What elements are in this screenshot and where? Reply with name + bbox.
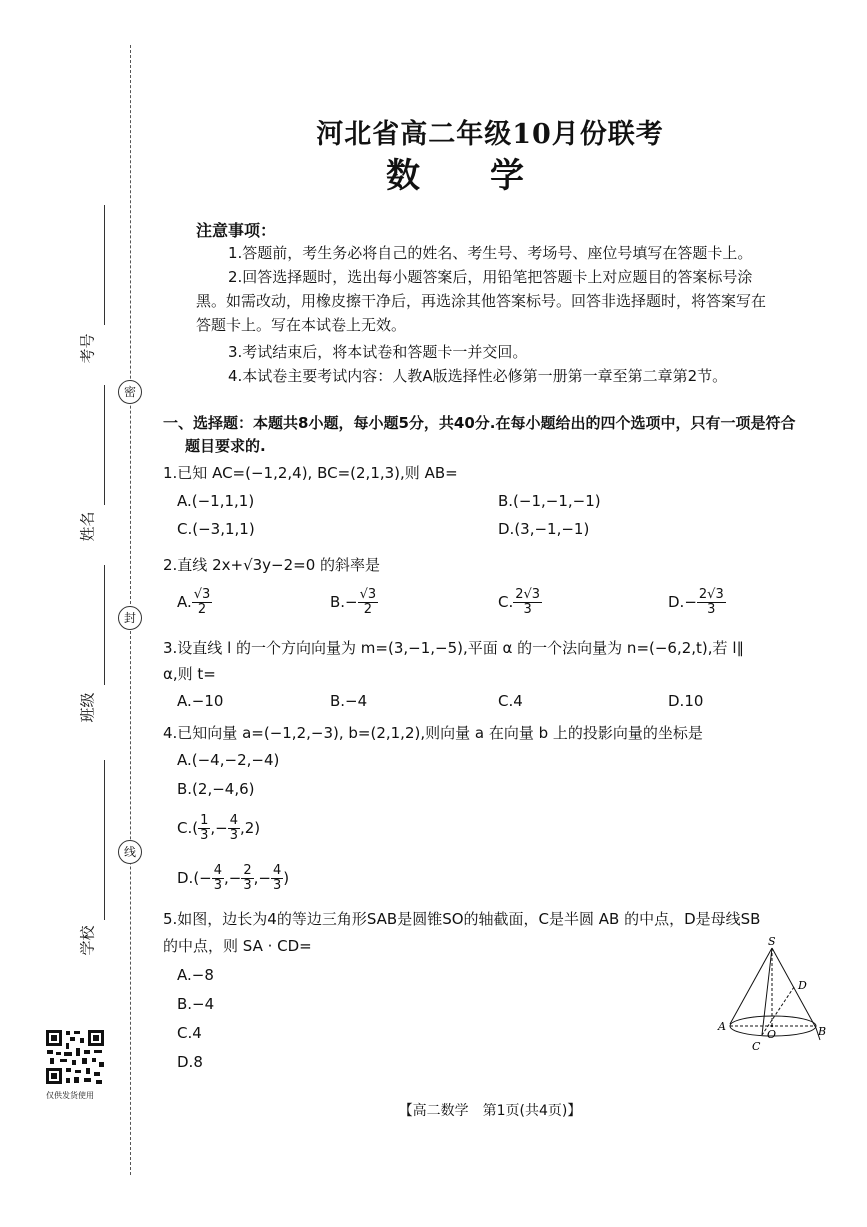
class-label: 班级 — [78, 692, 97, 723]
fraction — [358, 588, 379, 617]
option-label: B.− — [330, 593, 358, 611]
separator: ,− — [253, 869, 271, 887]
question-3-option-c: C.4 — [498, 692, 523, 710]
fraction — [212, 864, 224, 893]
question-3-stem-line-2: α,则 t= — [163, 665, 216, 683]
question-2-stem: 2.直线 2x+√3y−2=0 的斜率是 — [163, 556, 381, 574]
school-label: 学校 — [78, 925, 97, 956]
numerator: 2√3 — [698, 587, 724, 602]
qr-caption: 仅供发货使用 — [46, 1091, 94, 1100]
option-label: A. — [177, 593, 192, 611]
separator: ,− — [210, 819, 228, 837]
label-a: A — [718, 1020, 726, 1033]
numerator: 2√3 — [515, 587, 541, 602]
numerator: 2 — [243, 863, 252, 878]
seal-mark-xian: 线 — [118, 840, 142, 864]
denominator: 3 — [213, 878, 223, 893]
seal-mark-feng: 封 — [118, 606, 142, 630]
question-4-option-c — [177, 814, 260, 843]
denominator: 3 — [273, 878, 282, 893]
label-c: C — [752, 1040, 761, 1053]
question-3-option-d: D.10 — [668, 692, 704, 710]
name-label: 姓名 — [78, 511, 97, 542]
numerator: √3 — [359, 587, 377, 602]
fraction — [271, 864, 283, 893]
question-5-option-b: B.−4 — [177, 995, 215, 1013]
qr-code — [44, 1028, 106, 1086]
option-suffix: ) — [283, 869, 290, 887]
option-prefix: C.( — [177, 819, 199, 837]
denominator: 3 — [243, 878, 252, 893]
note-item-3: 3.考试结束后，将本试卷和答题卡一并交回。 — [228, 343, 528, 361]
numerator: 4 — [213, 863, 223, 878]
exam-title: 河北省高二年级10月份联考 — [316, 119, 664, 150]
note-item-4: 4.本试卷主要考试内容：人教A版选择性必修第一册第一章至第二章第2节。 — [228, 367, 728, 385]
question-2-option-c — [498, 588, 542, 617]
exam-number-label: 考号 — [78, 333, 97, 364]
numerator: 4 — [273, 863, 282, 878]
option-prefix: D.(− — [177, 869, 212, 887]
question-1-option-b: B.(−1,−1,−1) — [498, 492, 601, 510]
class-field-line — [104, 565, 105, 685]
denominator: 3 — [200, 828, 209, 843]
section-heading-line-1: 一、选择题：本题共8小题，每小题5分，共40分.在每小题给出的四个选项中，只有一项是符合 — [163, 414, 796, 432]
name-field-line — [104, 385, 105, 505]
option-suffix: ,2) — [240, 819, 261, 837]
numerator: √3 — [193, 587, 211, 602]
section-heading — [163, 412, 833, 458]
notes-heading: 注意事项： — [196, 221, 277, 240]
fraction — [198, 814, 210, 843]
label-b: B — [818, 1025, 827, 1038]
numerator: 4 — [229, 813, 238, 828]
note-item-1: 1.答题前，考生务必将自己的姓名、考生号、考场号、座位号填写在答题卡上。 — [228, 244, 753, 262]
question-5-option-d: D.8 — [177, 1053, 203, 1071]
denominator: 3 — [229, 828, 238, 843]
separator: ,− — [224, 869, 242, 887]
fraction — [192, 588, 213, 617]
question-5-stem-line-1: 5.如图，边长为4的等边三角形SAB是圆锥SO的轴截面，C是半圆 AB 的中点，D是母线SB — [163, 910, 761, 928]
option-label: D.− — [668, 593, 697, 611]
question-2-option-b — [330, 588, 378, 617]
question-4-option-d — [177, 864, 289, 893]
question-5-option-c: C.4 — [177, 1024, 202, 1042]
numerator: 1 — [200, 813, 209, 828]
question-4-option-a: A.(−4,−2,−4) — [177, 751, 280, 769]
seal-mark-mi: 密 — [118, 380, 142, 404]
question-1-option-d: D.(3,−1,−1) — [498, 520, 590, 538]
exam-number-field-line — [104, 205, 105, 325]
note-item-2-line-2: 黑。如需改动，用橡皮擦干净后，再选涂其他答案标号。回答非选择题时，将答案写在 — [196, 292, 767, 310]
label-d: D — [798, 979, 807, 992]
denominator: 3 — [707, 602, 716, 617]
question-3-option-b: B.−4 — [330, 692, 368, 710]
page-footer: 【高二数学 第1页(共4页)】 — [398, 1103, 582, 1119]
denominator: 2 — [197, 602, 207, 617]
question-5-option-a: A.−8 — [177, 966, 214, 984]
section-heading-line-2: 题目要求的. — [185, 437, 266, 455]
question-5-stem-line-2: 的中点，则 SA · CD= — [163, 937, 312, 955]
subject-title: 数学 — [386, 156, 594, 196]
note-item-2-line-3: 答题卡上。写在本试卷上无效。 — [196, 316, 407, 334]
denominator: 2 — [363, 602, 373, 617]
question-1-option-a: A.(−1,1,1) — [177, 492, 255, 510]
label-s: S — [768, 936, 776, 948]
question-2-option-d — [668, 588, 726, 617]
denominator: 3 — [523, 602, 532, 617]
option-label: C. — [498, 593, 514, 611]
cone-figure — [712, 936, 837, 1058]
question-3-stem-line-1: 3.设直线 l 的一个方向向量为 m=(3,−1,−5),平面 α 的一个法向量为 n=(−6,2,t),若 l∥ — [163, 639, 744, 657]
fraction — [513, 588, 542, 617]
question-2-option-a — [177, 588, 212, 617]
question-1-option-c: C.(−3,1,1) — [177, 520, 255, 538]
label-o: O — [767, 1028, 777, 1041]
question-4-option-b: B.(2,−4,6) — [177, 780, 255, 798]
question-1-stem: 1.已知 AC=(−1,2,4), BC=(2,1,3),则 AB= — [163, 464, 458, 482]
fraction — [241, 864, 253, 893]
question-3-option-a: A.−10 — [177, 692, 224, 710]
school-field-line — [104, 760, 105, 920]
question-4-stem: 4.已知向量 a=(−1,2,−3), b=(2,1,2),则向量 a 在向量 b 上的投影向量的坐标是 — [163, 724, 703, 742]
fraction — [228, 814, 240, 843]
note-item-2-line-1: 2.回答选择题时，选出每小题答案后，用铅笔把答题卡上对应题目的答案标号涂 — [228, 268, 753, 286]
fraction — [697, 588, 726, 617]
